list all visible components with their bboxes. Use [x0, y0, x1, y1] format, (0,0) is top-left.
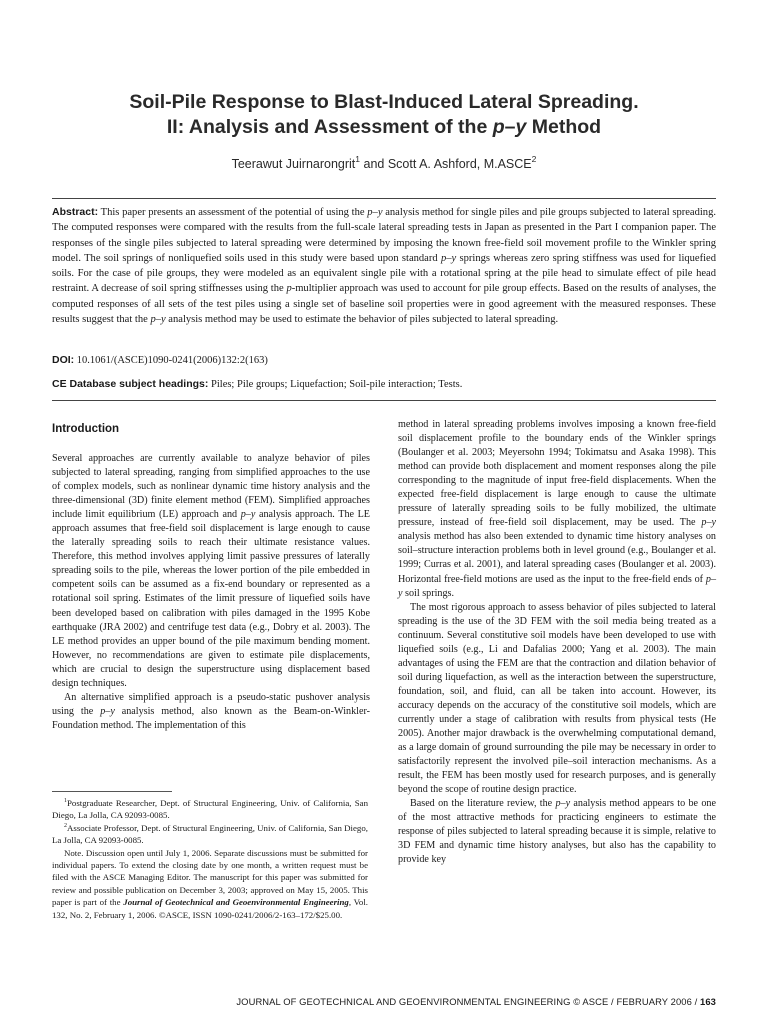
paragraph: An alternative simplified approach is a pseudo-static pushover analysis using the p–y analysis method, also known as the Beam-on-Winkler-Foundation method. The implementation of this [52, 691, 370, 731]
section-heading-introduction: Introduction [52, 423, 120, 435]
subject-headings-label: CE Database subject headings: [52, 378, 209, 390]
abstract: Abstract: This paper presents an assessment of the potential of using the p–y analysis method for single piles and pile groups subjected to lateral spreading. The computed responses were compared with the results from the full-scale lateral spreading tests in Japan as presented in the Part I companion paper. The responses of the single piles subjected to lateral spreading were determined by imposing the known free-field soil movement profile to the Winkler spring model. The soil springs of nonliquefied soils used in this study were based upon standard p–y springs whereas zero spring stiffness was used for liquefied soils. For the case of pile groups, they were modeled as an equivalent single pile with a rotational spring at the pile head to simulate effect of pile head restraint. A decrease of soil spring stiffnesses using the p-multiplier approach was used to account for pile group effects. Based on the results of analyses, the computed responses of all sets of the test piles using a single set of baseline soil properties were in good agreement with the measured responses. These results suggest that the p–y analysis method may be used to estimate the behavior of piles subjected to lateral spreading. [52, 206, 717, 325]
paragraph: Based on the literature review, the p–y analysis method appears to be one of the most attractive methods for practicing engineers to estimate the response of piles subjected to lateral spreading because it is simple, relative to 3D FEM and dynamic time history analyses, but also has the capability to provide key [398, 798, 716, 866]
doi [52, 354, 716, 366]
paragraph: Several approaches are currently available to analyze behavior of piles subjected to lateral spreading, ranging from simplified approaches to the use of complex models, such as nonlinear dynamic time history analysis and the three-dimensional (3D) finite element method (FEM). Simplified approaches include limit equilibrium (LE) approach and p–y analysis approach. The LE approach assumes that free-field soil displacement is large enough to cause the laterally spreading soils to reach their ultimate resistance values. Therefore, this method involves applying limit passive pressures of laterally spreading soils to the pile, whereas the lower portion of the pile embedded in competent soils can be assumed as a fix-end boundary or represented as a rotational soil spring. Estimates of the limit pressure of liquefied soils have been developed based on calibration with piles damaged in the 1995 Kobe earthquake (JRA 2002) and centrifuge test data (e.g., Dobry et al. 2003). The LE method provides an upper bound of the pile maximum bending moment. However, no recommendations are given to estimate pile displacements, which are crucial to design the superstructure using displacement based design techniques. [52, 453, 370, 689]
title-line-2: II: Analysis and Assessment of the p–y Method [166, 116, 602, 138]
author-name: Scott A. Ashford, M.ASCE [387, 157, 532, 171]
right-column [398, 418, 716, 868]
journal-footer: JOURNAL OF GEOTECHNICAL AND GEOENVIRONMENTAL ENGINEERING © ASCE / FEBRUARY 2006 / [236, 996, 701, 1007]
journal-name: Journal of Geotechnical and Geoenvironmental Engineering [123, 897, 349, 908]
page-number: 163 [700, 996, 716, 1007]
author-affiliation-mark: 2 [531, 154, 537, 165]
divider-bottom [52, 400, 716, 401]
subject-headings: CE Database subject headings: Piles; Pile groups; Liquefaction; Soil-pile interaction; Tests. [52, 378, 463, 390]
page-footer [236, 996, 716, 1007]
paper-title [40, 90, 728, 140]
footnotes [52, 797, 368, 921]
divider-top [52, 198, 716, 199]
doi-link[interactable]: 10.1061/(ASCE)1090-0241(2006)132:2(163) [74, 355, 268, 366]
abstract-label: Abstract: [52, 206, 99, 218]
footnote-divider [52, 791, 172, 792]
author-name: Teerawut Juirnarongrit [231, 157, 356, 171]
paragraph: The most rigorous approach to assess behavior of piles subjected to lateral spreading is the use of the 3D FEM with the soil media being treated as a continuum. Several constitutive soil models have been developed to use with liquefied soils (e.g., Li and Dafalias 2000; Yang et al. 2003). The main advantages of using the FEM are that the contraction and dilation behavior of soil during liquefaction, as well as the interaction between the superstructure, foundation, soil, and fluid, can all be taken into account. However, its accuracy depends on the accuracy of the constitutive soil models, which are currently under a stage of calibration with results from physical tests (He 2005). Another major drawback is the overwhelming computational demand, as a large domain of ground surrounding the pile may be necessary in order to satisfactorily represent the involved pile–soil interaction mechanisms. As a result, the FEM has been mostly used for research purposes, and is generally beyond the scope of routine design practice. [398, 601, 716, 796]
title-line-1: Soil-Pile Response to Blast-Induced Lateral Spreading. [129, 91, 639, 113]
author-list: Teerawut Juirnarongrit$^1$ and Scott A. Ashford, M.ASCE$^2$ [231, 154, 537, 171]
left-column [52, 452, 370, 733]
footnote: $^2$Associate Professor, Dept. of Structural Engineering, Univ. of California, San Diego, La Jolla, CA 92093-0085. [52, 822, 368, 846]
doi-label: DOI: [52, 354, 75, 366]
paragraph: method in lateral spreading problems involves imposing a known free-field soil displacement profile to the boundary ends of the Winkler springs (Boulanger et al. 2003; Meyersohn 1994; Tokimatsu and Asaka 1998). This method can provide both displacement and moment responses along the pile corresponding to the magnitude of input free-field displacements. When the expected free-field displacement is large enough to cause the ultimate pressure of laterally spreading soils to be fully mobilized, the ultimate pressure, instead of free-field soil displacement, may be used. The p–y analysis method has also been extended to dynamic time history analyses on soil–structure interaction problems both in level ground (e.g., Boulanger et al. 1999; Curras et al. 2001), and lateral spreading cases (Boulanger et al. 2003). Horizontal free-field motions are used as the input to the free-field ends of p–y soil springs. [398, 419, 716, 599]
footnote: $^1$Postgraduate Researcher, Dept. of Structural Engineering, Univ. of California, San Diego, La Jolla, CA 92093-0085. [52, 797, 368, 821]
author-affiliation-mark: 1 [355, 154, 361, 165]
discussion-note: Note. Discussion open until July 1, 2006. Separate discussions must be submitted for individual papers. To extend the closing date by one month, a written request must be filed with the ASCE Managing Editor. The manuscript for this paper was submitted for review and possible publication on December 3, 2003; approved on May 15, 2005. This paper is part of the Journal of Geotechnical and Geoenvironmental Engineering, Vol. 132, No. 2, February 1, 2006. ©ASCE, ISSN 1090-0241/2006/2-163–172/$25.00. [52, 847, 368, 920]
